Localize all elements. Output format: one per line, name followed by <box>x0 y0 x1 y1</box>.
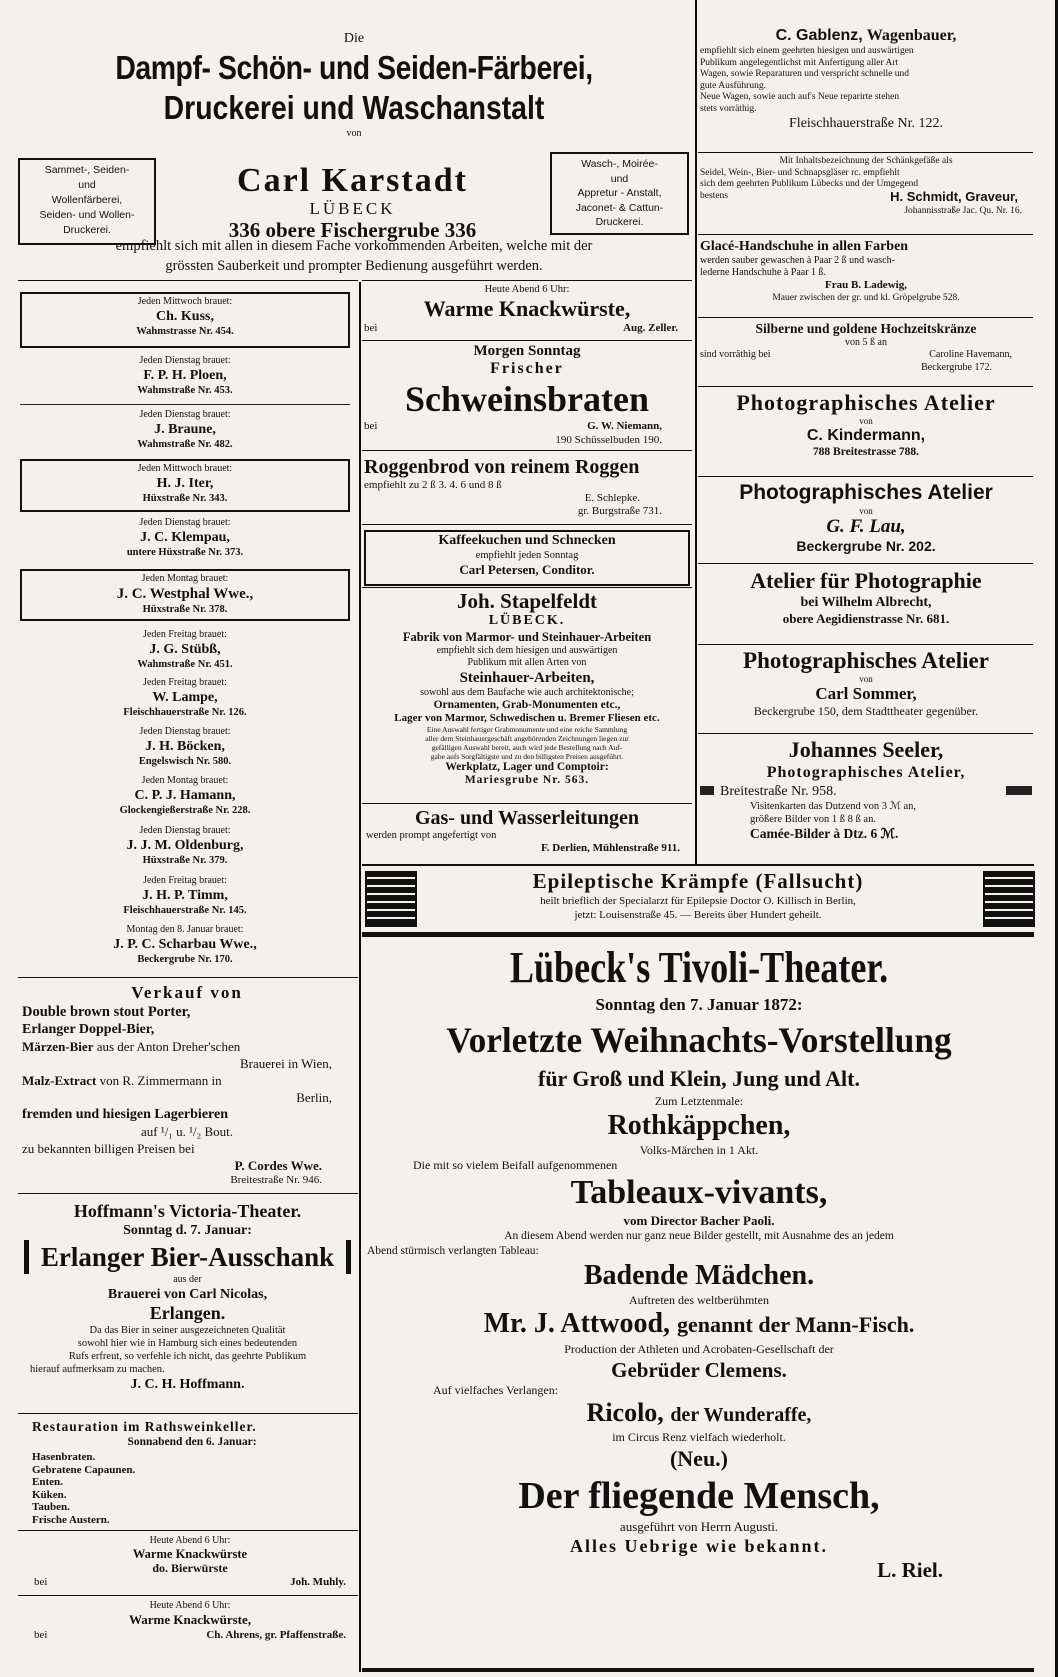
rule <box>18 977 358 978</box>
gablenz-line: Publikum angelegentlichst mit Anfertigung aller Art <box>700 57 899 68</box>
verkauf-line: zu bekannten billigen Preisen bei <box>22 1141 195 1156</box>
hoffmann-text: Da das Bier in seiner ausgezeichneten Qualität <box>89 1325 286 1336</box>
gablenz-line: empfiehlt sich einem geehrten hiesigen und auswärtigen <box>700 46 914 56</box>
brewer-address: Wahmstrasse Nr. 454. <box>136 326 234 337</box>
albrecht-address: obere Aegidienstrasse Nr. 681. <box>782 611 950 626</box>
kindermann-address: 788 Breitestrasse 788. <box>812 446 920 458</box>
tivoli-line: Auftreten des weltberühmten <box>629 1293 769 1307</box>
roggen-text: empfiehlt zu 2 ß 3. 4. 6 und 8 ß <box>364 479 502 491</box>
karstadt-line-2: grössten Sauberkeit und prompter Bedienung ausgeführt werden. <box>165 258 543 274</box>
brewer-day: Jeden Montag brauet: <box>141 775 229 786</box>
ladewig-headline: Glacé-Handschuhe in allen Farben <box>700 239 909 254</box>
havemann-headline: Silberne und goldene Hochzeitskränze <box>755 321 977 336</box>
tivoli-attwood: Mr. J. Attwood, <box>483 1308 671 1339</box>
brewer-day: Jeden Mittwoch brauet: <box>137 296 233 307</box>
stapelfeldt-line: Lager von Marmor, Schwedischen u. Bremer Fliesen etc. <box>394 712 660 724</box>
verkauf-line: Double brown stout Porter, <box>22 1004 191 1020</box>
niemann-name: G. W. Niemann, <box>587 420 662 432</box>
ladewig-line: werden sauber gewaschen à Paar 2 ß und wasch- <box>700 255 895 266</box>
stapelfeldt-line: Werkplatz, Lager und Comptoir: <box>445 761 609 773</box>
brewer-name: J. P. C. Scharbau Wwe., <box>113 937 257 952</box>
verkauf-name: P. Cordes Wwe. <box>234 1158 322 1173</box>
sommer-address: Beckergrube 150, dem Stadttheater gegenüber. <box>753 704 979 718</box>
rule <box>362 450 692 451</box>
tivoli-tableaux: Tableaux-vivants, <box>570 1174 828 1211</box>
muhly-ad <box>30 1535 350 1589</box>
verkauf-line: Berlin, <box>296 1090 332 1105</box>
killisch-ad <box>418 868 978 922</box>
petersen-item: Kaffeekuchen und Schnecken <box>438 533 616 548</box>
petersen-text: empfiehlt jeden Sonntag <box>475 550 579 561</box>
tivoli-ricolo-note: der Wunderaffe, <box>670 1404 812 1426</box>
karstadt-address: 336 obere Fischergrube 336 <box>228 218 477 242</box>
brewer-name: H. J. Iter, <box>156 476 214 491</box>
menu-item: Enten. <box>32 1476 63 1488</box>
tivoli-subtitle: für Groß und Klein, Jung und Alt. <box>538 1066 860 1091</box>
box-left-line: Druckerei. <box>63 224 111 236</box>
stapelfeldt-line: gabe aufs Sorgfältigste und zu den billigsten Preisen ausgeführt. <box>430 752 624 761</box>
verkauf-line: auf ¹/₁ u. ¹/₂ Bout. <box>141 1124 233 1139</box>
ahrens-item: Warme Knackwürste, <box>128 1612 252 1627</box>
box-right-line: Jaconet- & Cattun- <box>575 201 664 214</box>
gablenz-address: Fleischhauerstraße Nr. 122. <box>789 116 943 131</box>
brewer-day: Jeden Dienstag brauet: <box>139 825 231 836</box>
verkauf-line: fremden und hiesigen Lagerbieren <box>22 1107 228 1122</box>
zeller-item: Warme Knackwürste, <box>423 296 631 321</box>
tivoli-line: ausgeführt von Herrn Augusti. <box>619 1519 779 1534</box>
sommer-name: Carl Sommer, <box>815 684 917 703</box>
box-left-line: Wollenfärberei, <box>51 194 123 206</box>
rule <box>18 280 358 281</box>
karstadt-ad <box>18 30 690 140</box>
stapelfeldt-line: gefälligen Auswahl bereit, auch wird jede Bestellung nach Auf- <box>431 743 623 752</box>
menu-item: Frische Austern. <box>32 1513 110 1526</box>
tivoli-line: im Circus Renz vielfach wiederholt. <box>612 1430 786 1444</box>
karstadt-text <box>18 236 690 276</box>
tivoli-neu: (Neu.) <box>669 1446 729 1471</box>
brewer-address: Hüxstraße Nr. 379. <box>142 855 228 866</box>
havemann-name-row <box>700 349 1032 362</box>
rule-thick <box>362 1668 1034 1672</box>
brewer-name: W. Lampe, <box>152 690 218 705</box>
killisch-line: heilt brieflich der Specialarzt für Epilepsie Doctor O. Killisch in Berlin, <box>540 895 856 907</box>
kindermann-name: C. Kindermann, <box>806 427 926 444</box>
verkauf-ad <box>22 982 352 1187</box>
niemann-day: Morgen Sonntag <box>473 343 581 359</box>
box-right-line: Wasch-, Moirée- <box>581 158 658 170</box>
brewer-entry <box>20 459 350 512</box>
karstadt-city: LÜBECK <box>309 199 396 218</box>
brewer-address: Fleischhauerstraße Nr. 145. <box>123 905 247 916</box>
von-label: von <box>859 674 873 684</box>
brewer-address: Wahmstraße Nr. 451. <box>137 659 233 670</box>
derlien-headline: Gas- und Wasserleitungen <box>414 807 640 829</box>
gablenz-ad <box>700 26 1032 133</box>
brewer-entry <box>20 875 350 924</box>
tivoli-line: Alles Uebrige wie bekannt. <box>570 1536 828 1556</box>
tivoli-badende: Badende Mädchen. <box>583 1260 815 1291</box>
ladewig-name: Frau B. Ladewig, <box>825 279 907 291</box>
ahrens-ad <box>30 1600 350 1642</box>
brewer-entry <box>20 825 350 875</box>
killisch-headline: Epileptische Krämpfe (Fallsucht) <box>532 869 864 893</box>
von-label: von <box>859 416 873 426</box>
schmidt-line: bestens <box>700 190 728 201</box>
rule <box>362 864 1034 866</box>
seeler-line: größere Bilder von 1 ß 8 ß an. <box>750 814 876 825</box>
gablenz-name: C. Gablenz, <box>775 27 863 44</box>
hand-pointer-icon <box>700 786 714 795</box>
tivoli-rotkaeppchen: Rothkäppchen, <box>607 1110 791 1141</box>
niemann-ad <box>362 343 692 447</box>
rule <box>18 1413 358 1414</box>
ladewig-address: Mauer zwischen der gr. und kl. Gröpelgrube 528. <box>772 293 960 303</box>
karstadt-box-right <box>550 152 689 235</box>
tivoli-signature: L. Riel. <box>877 1558 943 1582</box>
hoffmann-aus: aus der <box>173 1274 202 1285</box>
muhly-name-row <box>30 1575 350 1589</box>
brewer-address: Engelswisch Nr. 580. <box>138 756 232 767</box>
bei-label: bei <box>34 1576 48 1588</box>
ahrens-name-row <box>30 1628 350 1642</box>
rule <box>18 1193 358 1194</box>
rule <box>698 386 1033 387</box>
kindermann-headline: Photographisches Atelier <box>736 390 996 415</box>
niemann-name-row <box>362 420 692 434</box>
hoffmann-city: Erlangen. <box>149 1303 226 1323</box>
brewer-address: Beckergrube Nr. 170. <box>137 954 233 965</box>
brewer-name: J. G. Stübß, <box>149 642 221 657</box>
rule <box>362 524 692 525</box>
lau-name: G. F. Lau, <box>826 516 906 537</box>
rule <box>698 317 1033 318</box>
column-rule-left <box>359 282 361 1672</box>
verkauf-item-detail: von R. Zimmermann in <box>99 1073 222 1088</box>
karstadt-line-1: empfiehlt sich mit allen in diesem Fache vorkommenden Arbeiten, welche mit der <box>115 238 593 254</box>
box-right-line: Druckerei. <box>595 216 644 228</box>
zeller-name: Aug. Zeller. <box>623 322 678 334</box>
seeler-line: Camée-Bilder à Dtz. 6 ℳ. <box>750 826 899 841</box>
brewer-entry <box>20 677 350 726</box>
restauration-menu <box>32 1451 352 1526</box>
bei-label: bei <box>364 420 378 432</box>
box-left-line: und <box>78 179 96 191</box>
hoffmann-text: sowohl hier wie in Hamburg sich eines bedeutenden <box>77 1338 298 1349</box>
von-label: von <box>859 506 873 516</box>
havemann-line: sind vorräthig bei <box>700 349 771 360</box>
kindermann-ad <box>700 390 1032 459</box>
verkauf-line: Brauerei in Wien, <box>239 1056 332 1071</box>
brewer-entry <box>20 512 350 569</box>
brewer-address: Wahmstraße Nr. 453. <box>137 385 233 396</box>
brewer-name: J. C. Klempau, <box>140 530 230 545</box>
seeler-name: Johannes Seeler, <box>788 737 944 762</box>
brewer-day: Jeden Montag brauet: <box>141 573 229 584</box>
brewer-name: J. Braune, <box>154 422 216 437</box>
schmidt-name-row <box>700 188 1032 206</box>
gablenz-line: stets vorräthig. <box>700 103 757 114</box>
roggen-headline: Roggenbrod von reinem Roggen <box>364 456 640 478</box>
ladewig-ad <box>700 238 1032 304</box>
tivoli-line: Volks-Märchen in 1 Akt. <box>639 1143 759 1157</box>
menu-item: Hasenbraten. <box>32 1451 96 1463</box>
brewer-address: Hüxstraße Nr. 343. <box>142 493 228 504</box>
brewer-day: Jeden Dienstag brauet: <box>139 517 231 528</box>
ornament-left-icon <box>365 871 417 927</box>
stapelfeldt-line: Steinhauer-Arbeiten, <box>459 670 595 686</box>
tivoli-line: Die mit so vielem Beifall aufgenommenen <box>413 1158 618 1172</box>
brewer-entry <box>20 775 350 825</box>
zeller-name-row <box>362 322 692 337</box>
niemann-address: 190 Schüsselbuden 190. <box>555 434 662 446</box>
havemann-line: von 5 ß an <box>845 337 887 348</box>
niemann-headline: Schweinsbraten <box>404 379 650 419</box>
von-label: von <box>346 128 362 139</box>
tivoli-line: An diesem Abend werden nur ganz neue Bilder gestellt, mit Ausnahme des an jedem <box>504 1230 894 1242</box>
seeler-subtitle: Photographisches Atelier, <box>766 764 966 781</box>
die-label: Die <box>343 31 365 46</box>
karstadt-heading-1: Dampf- Schön- und Seiden-Färberei, <box>115 49 593 86</box>
niemann-fresh: Frischer <box>490 360 564 377</box>
schmidt-ad <box>700 156 1032 217</box>
stapelfeldt-line: Ornamenten, Grab-Monumenten etc., <box>433 699 621 711</box>
verkauf-item: Märzen-Bier <box>22 1039 94 1054</box>
brewer-day: Jeden Dienstag brauet: <box>139 409 231 420</box>
zeller-ad <box>362 283 692 337</box>
sommer-ad <box>700 648 1032 718</box>
derlien-ad <box>362 806 692 855</box>
seeler-address-row <box>700 783 1032 800</box>
derlien-text: werden prompt angefertigt von <box>366 830 497 841</box>
box-right-line: Appretur - Anstalt, <box>577 187 662 199</box>
stapelfeldt-name: Joh. Stapelfeldt <box>456 589 597 613</box>
menu-item: Küken. <box>32 1488 67 1501</box>
brewer-entry <box>20 292 350 348</box>
brewer-name: Ch. Kuss, <box>156 309 214 324</box>
muhly-item: do. Bierwürste <box>152 1561 228 1575</box>
brewer-address: untere Hüxstraße Nr. 373. <box>126 547 244 558</box>
rule <box>362 587 692 588</box>
stapelfeldt-line: Fabrik von Marmor- und Steinhauer-Arbeiten <box>402 630 652 644</box>
karstadt-heading-2: Druckerei und Waschanstalt <box>163 89 545 126</box>
rule <box>362 280 692 281</box>
gablenz-line: Neue Wagen, sowie auch auf's Neue reparirte stehen <box>700 92 900 102</box>
brewer-entry <box>20 405 350 459</box>
roggen-address: gr. Burgstraße 731. <box>577 505 662 517</box>
brewer-name: C. P. J. Hamann, <box>134 788 236 803</box>
brewer-day: Jeden Freitag brauet: <box>143 677 227 688</box>
stapelfeldt-city: LÜBECK. <box>488 613 566 628</box>
gablenz-trade: Wagenbauer, <box>866 27 957 44</box>
havemann-ad <box>700 320 1032 374</box>
brewer-entry <box>20 726 350 775</box>
petersen-ad <box>364 530 690 586</box>
seeler-line: Visitenkarten das Dutzend von 3 ℳ an, <box>750 801 917 812</box>
stapelfeldt-line: sowohl aus dem Baufache wie auch architektonische; <box>420 687 634 698</box>
karstadt-box-left <box>18 158 156 245</box>
roggen-ad <box>364 455 690 518</box>
brewer-day: Jeden Mittwoch brauet: <box>137 463 233 474</box>
brewer-name: J. J. M. Oldenburg, <box>126 838 244 853</box>
stapelfeldt-line: empfiehlt sich dem hiesigen und auswärtigen <box>436 645 618 656</box>
verkauf-title: Verkauf von <box>131 983 243 1002</box>
hoffmann-signature: J. C. H. Hoffmann. <box>130 1377 245 1392</box>
muhly-time: Heute Abend 6 Uhr: <box>149 1535 231 1546</box>
box-right-line: und <box>610 172 629 185</box>
box-left-line: Sammet-, Seiden- <box>44 164 130 176</box>
brewer-name: J. H. Böcken, <box>145 739 225 754</box>
brewer-entry <box>20 621 350 677</box>
stapelfeldt-line: aller dem Steinhauergeschäft angehörenden Zeichnungen liegen zur <box>425 734 629 743</box>
schmidt-name: H. Schmidt, Graveur, <box>890 188 1018 204</box>
gablenz-line: Wagen, sowie Reparaturen und verspricht schnelle und <box>700 69 909 79</box>
stapelfeldt-ad <box>362 589 692 787</box>
petersen-name: Carl Petersen, Conditor. <box>459 562 595 577</box>
albrecht-name: bei Wilhelm Albrecht, <box>800 595 932 610</box>
restauration-date: Sonnabend den 6. Januar: <box>127 1436 257 1448</box>
tivoli-date: Sonntag den 7. Januar 1872: <box>595 995 803 1014</box>
tivoli-title: Lübeck's Tivoli-Theater. <box>509 943 889 992</box>
menu-item: Tauben. <box>32 1501 70 1513</box>
bei-label: bei <box>364 322 378 334</box>
karstadt-name: Carl Karstadt <box>237 162 468 199</box>
rule-thick <box>362 932 1034 937</box>
brewer-name: F. P. H. Ploen, <box>143 368 227 383</box>
killisch-line: jetzt: Louisenstraße 45. — Bereits über Hundert geheilt. <box>574 909 822 921</box>
verkauf-item-detail: aus der Anton Dreher'schen <box>96 1039 241 1054</box>
schmidt-line: Seidel, Wein-, Bier- und Schnapsgläser rc. empfiehlt <box>700 167 900 178</box>
tivoli-line: vom Director Bacher Paoli. <box>623 1213 775 1228</box>
tivoli-line: Abend stürmisch verlangten Tableau: <box>367 1245 539 1257</box>
gablenz-text <box>700 46 1032 115</box>
hoffmann-text: Rufs erfreut, so verfehle ich nicht, das geehrte Publikum <box>68 1351 307 1362</box>
tivoli-line: Zum Letztenmale: <box>654 1094 744 1108</box>
brewer-address: Fleischhauerstraße Nr. 126. <box>123 707 247 718</box>
brewer-day: Jeden Dienstag brauet: <box>139 355 231 366</box>
seeler-address: Breitestraße Nr. 958. <box>720 784 837 799</box>
rule <box>18 1530 358 1531</box>
brewer-name: J. H. P. Timm, <box>142 888 228 903</box>
rule <box>698 733 1033 734</box>
hand-pointer-icon <box>1006 786 1032 795</box>
hoffmann-date: Sonntag d. 7. Januar: <box>123 1223 252 1238</box>
tivoli-line: Auf vielfaches Verlangen: <box>433 1383 559 1397</box>
tivoli-attwood-note: genannt der Mann-Fisch. <box>677 1312 915 1337</box>
tivoli-fliegende-mensch: Der fliegende Mensch, <box>518 1475 880 1517</box>
ladewig-line: lederne Handschuhe à Paar 1 ß. <box>700 267 827 278</box>
schmidt-line: sich dem geehrten Publikum Lübecks und der Umgegend <box>700 179 919 189</box>
tivoli-ricolo: Ricolo, <box>586 1398 664 1427</box>
stapelfeldt-line: Mariesgrube Nr. 563. <box>464 774 590 786</box>
stapelfeldt-line: Eine Auswahl fertiger Grabmonumente und eine reiche Sammlung <box>426 725 628 734</box>
roggen-name: E. Schlepke. <box>584 492 640 504</box>
tivoli-headline: Vorletzte Weihnachts-Vorstellung <box>446 1020 952 1060</box>
ahrens-name: Ch. Ahrens, gr. Pfaffenstraße. <box>206 1629 346 1641</box>
brewer-day: Jeden Dienstag brauet: <box>139 726 231 737</box>
derlien-name: F. Derlien, Mühlenstraße 911. <box>541 842 680 854</box>
brewer-day: Montag den 8. Januar brauet: <box>126 924 244 935</box>
brewer-entry <box>20 569 350 621</box>
rule <box>698 476 1033 477</box>
ahrens-time: Heute Abend 6 Uhr: <box>149 1600 231 1611</box>
brewer-day: Jeden Freitag brauet: <box>143 629 227 640</box>
tivoli-ad <box>365 942 1033 1583</box>
restauration-ad <box>32 1418 352 1526</box>
brewers-list <box>20 292 350 970</box>
albrecht-ad <box>700 568 1032 627</box>
muhly-item: Warme Knackwürste <box>132 1547 248 1561</box>
verkauf-item: Malz-Extract <box>22 1073 97 1088</box>
brewer-name: J. C. Westphal Wwe., <box>116 586 254 602</box>
gablenz-line: gute Ausführung. <box>700 80 766 91</box>
tivoli-clemens: Gebrüder Clemens. <box>611 1358 787 1382</box>
schmidt-line: Mit Inhaltsbezeichnung der Schänkgefäße als <box>779 156 953 166</box>
rule <box>362 340 692 341</box>
havemann-name: Caroline Havemann, <box>929 349 1012 360</box>
column-rule-right <box>695 0 697 865</box>
brewer-address: Wahmstraße Nr. 482. <box>137 439 233 450</box>
rule <box>698 644 1033 645</box>
schmidt-address: Johannisstraße Jac. Qu. Nr. 16. <box>904 205 1022 216</box>
lau-ad <box>700 480 1032 555</box>
hoffmann-ad <box>20 1200 355 1394</box>
lau-address: Beckergrube Nr. 202. <box>796 538 936 554</box>
seeler-ad <box>700 737 1032 842</box>
havemann-address: Beckergrube 172. <box>921 362 992 373</box>
hoffmann-brewery: Brauerei von Carl Nicolas, <box>107 1287 268 1302</box>
tivoli-line: Production der Athleten und Acrobaten-Gesellschaft der <box>564 1342 834 1356</box>
muhly-name: Joh. Muhly. <box>290 1576 346 1588</box>
menu-item: Gebratene Capaunen. <box>32 1463 136 1476</box>
brewer-day: Jeden Freitag brauet: <box>143 875 227 886</box>
restauration-title: Restauration im Rathsweinkeller. <box>32 1419 257 1434</box>
brewer-address: Glockengießerstraße Nr. 228. <box>119 805 251 816</box>
hoffmann-headline: Erlanger Bier-Ausschank <box>24 1240 351 1274</box>
stapelfeldt-line: Publikum mit allen Arten von <box>467 657 587 668</box>
albrecht-headline: Atelier für Photographie <box>750 568 982 593</box>
zeller-time: Heute Abend 6 Uhr: <box>484 284 570 295</box>
hoffmann-text: hierauf aufmerksam zu machen. <box>30 1364 165 1375</box>
lau-headline: Photographisches Atelier <box>739 481 993 504</box>
rule <box>698 563 1033 564</box>
karstadt-name-block <box>160 162 545 243</box>
rule <box>362 803 692 804</box>
brewer-entry <box>20 924 350 970</box>
brewer-entry <box>20 348 350 405</box>
bei-label: bei <box>34 1629 48 1641</box>
box-left-line: Seiden- und Wollen- <box>39 209 135 221</box>
brewer-address: Hüxstraße Nr. 378. <box>142 604 228 615</box>
rule <box>698 234 1033 235</box>
verkauf-line: Erlanger Doppel-Bier, <box>22 1022 155 1037</box>
rule <box>18 1595 358 1596</box>
verkauf-address: Breitestraße Nr. 946. <box>230 1174 322 1186</box>
ornament-right-icon <box>983 871 1035 927</box>
sommer-headline: Photographisches Atelier <box>743 648 989 673</box>
hoffmann-title: Hoffmann's Victoria-Theater. <box>73 1201 302 1221</box>
rule <box>698 152 1033 153</box>
